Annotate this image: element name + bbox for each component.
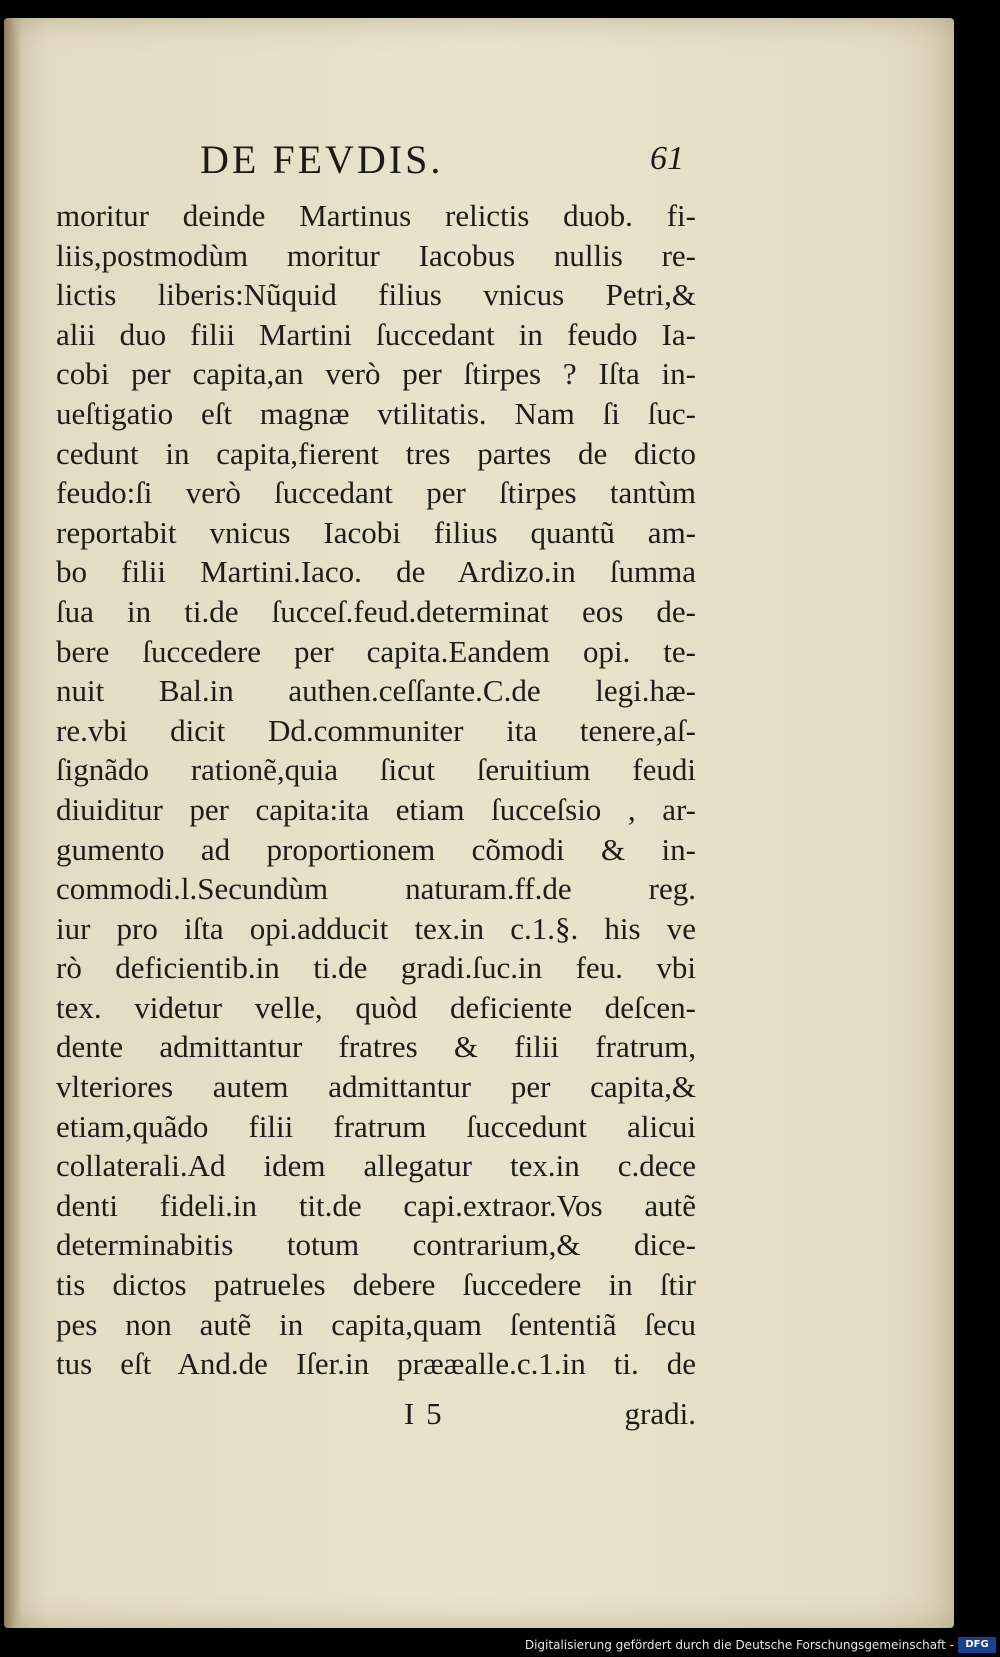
text-line: dente admittantur fratres & filii fratrum, (56, 1029, 696, 1065)
page-number: 61 (650, 140, 684, 177)
text-line: diuiditur per capita:ita etiam ſucceſsio , ar- (56, 791, 696, 827)
digitization-credit: Digitalisierung gefördert durch die Deutsche Forschungsgemeinschaft - (524, 1638, 954, 1652)
text-line: collaterali.Ad idem allegatur tex.in c.dece (56, 1148, 696, 1184)
text-line: gumento ad proportionem cõmodi & in- (56, 831, 696, 867)
text-line: bere ſuccedere per capita.Eandem opi. te- (56, 633, 696, 669)
text-line: denti fideli.in tit.de capi.extraor.Vos autẽ (56, 1187, 696, 1223)
text-line: tis dictos patrueles debere ſuccedere in ſtir (56, 1267, 696, 1303)
text-line: ſignãdo rationẽ,quia ſicut ſeruitium feudi (56, 752, 696, 788)
text-line: etiam,quãdo filii fratrum ſuccedunt alicui (56, 1108, 696, 1144)
text-line: alii duo filii Martini ſuccedant in feudo Ia- (56, 316, 696, 352)
text-line: nuit Bal.in authen.ceſſante.C.de legi.hæ- (56, 673, 696, 709)
text-line: tex. videtur velle, quòd deficiente deſcen- (56, 989, 696, 1025)
running-title: DE FEVDIS. (200, 137, 444, 182)
text-line: re.vbi dicit Dd.communiter ita tenere,aſ- (56, 712, 696, 748)
text-line: determinabitis totum contrarium,& dice- (56, 1227, 696, 1263)
text-line: cobi per capita,an verò per ſtirpes ? Iſta in- (56, 356, 696, 392)
book-page (4, 18, 954, 1628)
text-line: cedunt in capita,fierent tres partes de dicto (56, 435, 696, 471)
text-line: pes non autẽ in capita,quam ſententiã ſecu (56, 1306, 696, 1342)
text-line: liis,postmodùm moritur Iacobus nullis re- (56, 237, 696, 273)
signature-mark: I 5 (404, 1396, 444, 1431)
dfg-logo-icon: DFG (958, 1637, 996, 1653)
text-line: moritur deinde Martinus relictis duob. fi- (56, 198, 696, 233)
digitization-bar (0, 1629, 1000, 1657)
text-line: rò deficientib.in ti.de gradi.ſuc.in feu. vbi (56, 950, 696, 986)
text-line: lictis liberis:Nũquid filius vnicus Petri,& (56, 277, 696, 313)
text-line: ſua in ti.de ſucceſ.feud.determinat eos de- (56, 593, 696, 629)
text-line: feudo:ſi verò ſuccedant per ſtirpes tantùm (56, 475, 696, 511)
page-spine-shadow (4, 18, 22, 1628)
page-footer (54, 1396, 696, 1440)
text-line: bo filii Martini.Iaco. de Ardizo.in ſumma (56, 554, 696, 590)
text-line: iur pro iſta opi.adducit tex.in c.1.§. his ve (56, 910, 696, 946)
text-line: reportabit vnicus Iacobi filius quantũ am- (56, 514, 696, 550)
text-line: commodi.l.Secundùm naturam.ff.de reg. (56, 871, 696, 907)
body-text (56, 196, 696, 1384)
text-line: tus eſt And.de Iſer.in prææalle.c.1.in ti. de (56, 1346, 696, 1382)
page-header (54, 136, 694, 192)
text-line: vlteriores autem admittantur per capita,& (56, 1069, 696, 1105)
text-line: ueſtigatio eſt magnæ vtilitatis. Nam ſi ſuc- (56, 395, 696, 431)
catchword: gradi. (624, 1396, 696, 1431)
